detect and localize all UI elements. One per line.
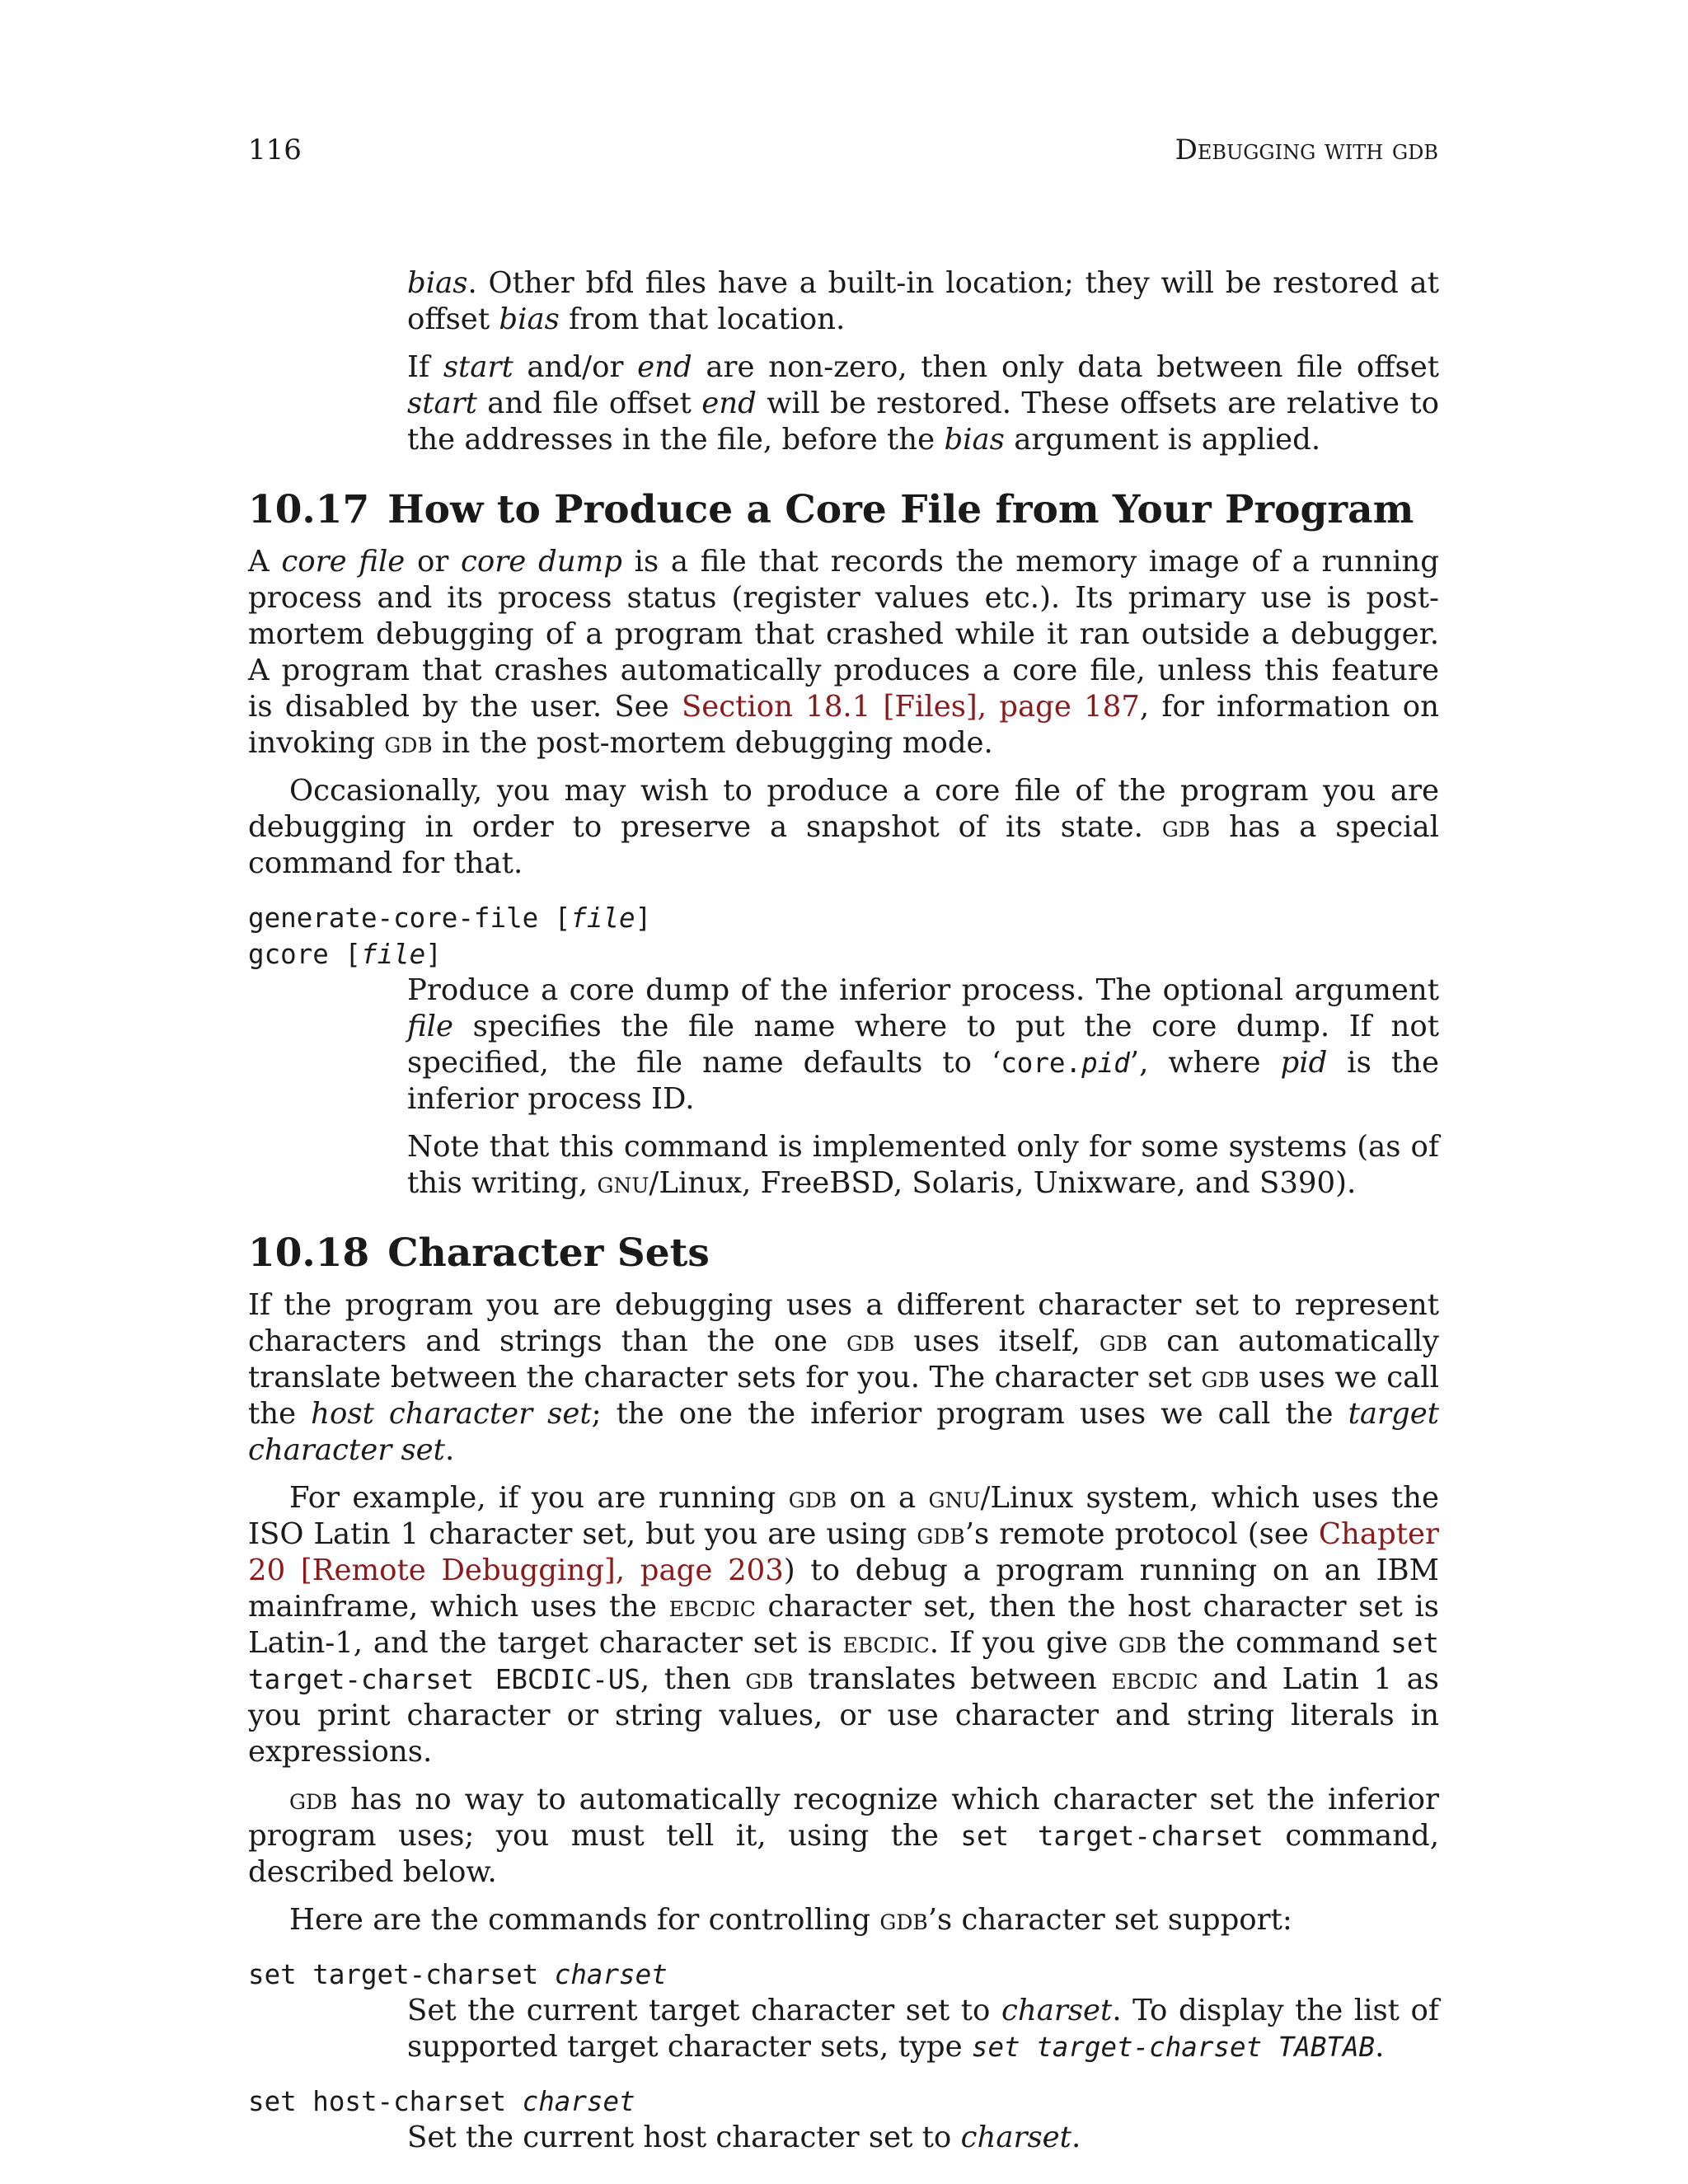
- running-header: [248, 132, 1438, 168]
- paragraph: Note that this command is implemented only for some systems (as of this writing, gnu/Linux, FreeBSD, Solaris, Unixware, and S390).: [407, 1130, 1439, 1200]
- paragraph: A core file or core dump is a file that records the memory image of a running process and its process status (register values etc.). Its primary use is post-mortem debugging of a program that crashed while it ran outside a debugger. A program that crashes automatically produces a core file, unless this feature is disabled by the user. See Section 18.1 [Files], page 187, for information on invoking gdb in the post-mortem debugging mode.: [248, 545, 1440, 760]
- cross-reference-link[interactable]: Section 18.1 [Files], page 187: [681, 690, 1140, 724]
- cross-reference-link[interactable]: Chapter 20 [Remote Debugging], page 203: [248, 1517, 1439, 1587]
- command-description: [407, 1993, 1439, 2065]
- paragraph: Produce a core dump of the inferior process. The optional argument file specifies the file name where to put the core dump. If not specified, the file name defaults to ‘core.pid’, where pid is the inferior process ID.: [407, 973, 1439, 1116]
- paragraph: If start and/or end are non-zero, then only data between file offset start and file offset end will be restored. These offsets are relative to the addresses in the file, before the bias argument is applied.: [407, 350, 1439, 457]
- command-name: gcore [file]: [248, 939, 442, 970]
- command-description: [407, 972, 1439, 1202]
- section-heading-10-17: 10.17 How to Produce a Core File from Your Program: [248, 487, 1414, 532]
- paragraph: Set the current host character set to charset.: [407, 2121, 1081, 2154]
- command-entry: [248, 900, 1439, 1202]
- section-heading-10-18: 10.18 Character Sets: [248, 1230, 710, 1276]
- command-name: set target-charset charset: [248, 1959, 668, 1990]
- paragraph: Here are the commands for controlling gdb’s character set support:: [289, 1903, 1292, 1937]
- paragraph: Set the current target character set to charset. To display the list of supported target character sets, type set target-charset TABTAB.: [407, 1994, 1439, 2064]
- paragraph: For example, if you are running gdb on a gnu/Linux system, which uses the ISO Latin 1 character set, but you are using gdb’s remote protocol (see Chapter 20 [Remote Debugging], page 203) to debug a program running on an IBM mainframe, which uses the ebcdic character set, then the host character set is Latin-1, and the target character set is ebcdic. If you give gdb the command set target-charset EBCDIC-US, then gdb translates between ebcdic and Latin 1 as you print character or string values, or use character and string literals in expressions.: [248, 1481, 1439, 1769]
- command-entry: [248, 1957, 1439, 2065]
- running-title: Debugging with gdb: [1175, 134, 1438, 166]
- command-name: set host-charset charset: [248, 2086, 635, 2117]
- paragraph: If the program you are debugging uses a different character set to represent characters and strings than the one gdb uses itself, gdb can automatically translate between the character sets for you. The character set gdb uses we call the host character set; the one the inferior program uses we call the target character set.: [248, 1288, 1440, 1467]
- paragraph: bias. Other bfd files have a built-in location; they will be restored at offset bias from that location.: [407, 266, 1439, 336]
- command-entry: [248, 2083, 1439, 2156]
- command-name: generate-core-file [file]: [248, 902, 652, 934]
- continued-description: [407, 265, 1439, 458]
- page-number: 116: [248, 134, 302, 166]
- page-content: [248, 265, 1439, 2156]
- paragraph: gdb has no way to automatically recognize which character set the inferior program uses; you must tell it, using the set target-charset command, described below.: [248, 1783, 1440, 1889]
- paragraph: Occasionally, you may wish to produce a core file of the program you are debugging in order to preserve a snapshot of its state. gdb has a special command for that.: [248, 774, 1439, 880]
- command-description: [407, 2120, 1439, 2156]
